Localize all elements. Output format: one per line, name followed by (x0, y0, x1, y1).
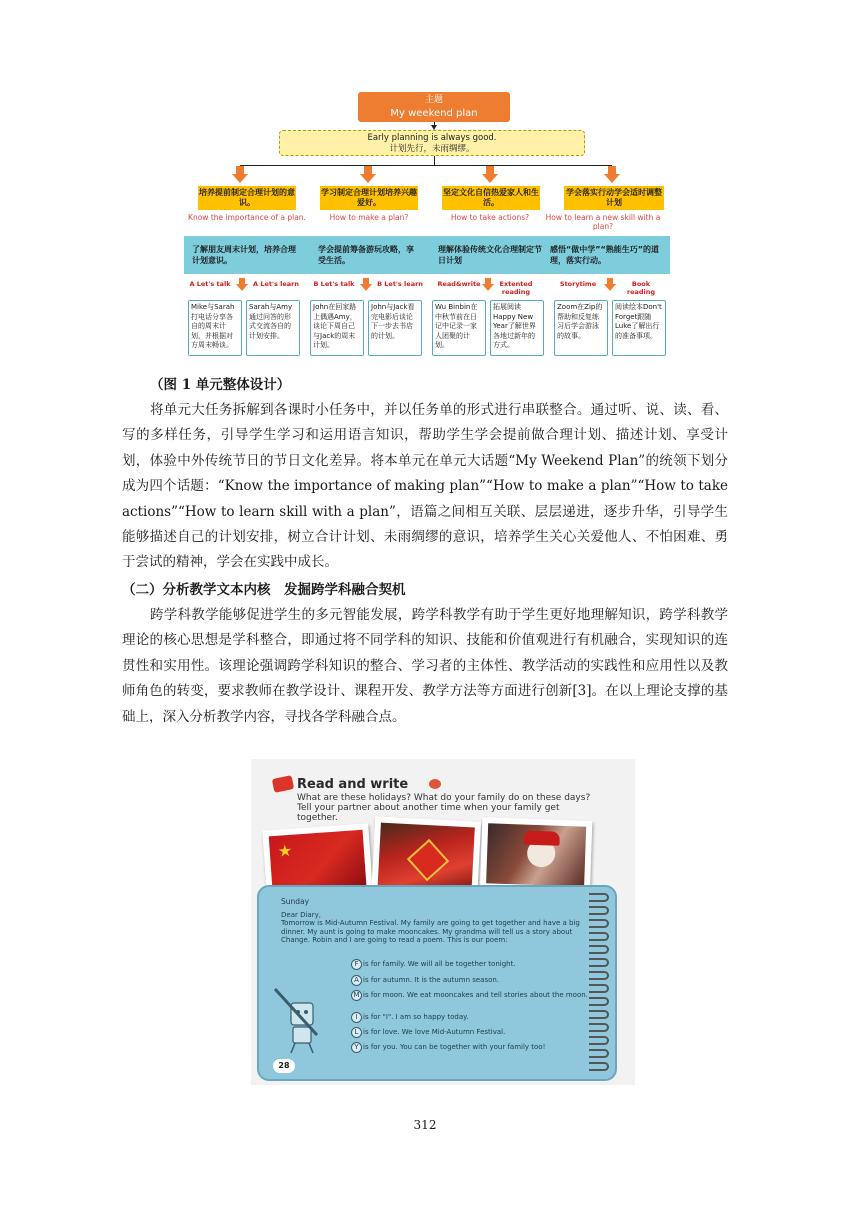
page-number: 312 (413, 1118, 437, 1132)
spiral-ring-icon (589, 932, 609, 941)
task-box: John与Jack看完电影后谈论下一步去书店的计划。 (368, 300, 422, 356)
diary-text: Dear Diary, Tomorrow is Mid-Autumn Festival. My family are going to get together and have a big dinner. My aunt is going to make mooncakes. My grandma will tell us a story about Change. Robin and I are going to read a poem. This is our poem: (281, 911, 580, 944)
slogan-zh: 计划先行，未雨绸缪。 (389, 144, 475, 154)
poem-letter: Y (351, 1042, 362, 1053)
poem-text: is for moon. We eat mooncakes and tell stories about the moon. (363, 991, 588, 999)
lesson-label: A Let's talk (189, 280, 231, 288)
theme-title: My weekend plan (390, 108, 478, 119)
orange-arrow-icon (604, 278, 616, 292)
goal-en: How to take actions? (450, 213, 530, 222)
orange-arrow-icon (236, 278, 248, 292)
lesson-label: Read&write (437, 280, 481, 288)
orange-arrow-icon (482, 166, 498, 184)
orange-arrow-icon (232, 166, 248, 184)
spiral-ring-icon (589, 1036, 609, 1045)
question-text: What are these holidays? What do your family do on these days? Tell your partner about another time when your family get together. (297, 793, 591, 823)
spiral-ring-icon (589, 1049, 609, 1058)
slogan-en: Early planning is always good. (367, 133, 497, 143)
orange-arrow-icon (360, 166, 376, 184)
poem-letter: A (351, 975, 362, 986)
spiral-ring-icon (589, 997, 609, 1006)
task-box: Mike与Sarah打电话分享各自的周末计划，并根据对方周末畅谈。 (188, 300, 242, 356)
robot-pencil-icon (273, 985, 333, 1055)
band-text: 感悟“做中学”“熟能生巧”的道理，落实行动。 (550, 245, 660, 265)
diary-day: Sunday (281, 897, 310, 906)
task-box: John在回家路上偶遇Amy，谈论下周自己与Jack的周末计划。 (310, 300, 364, 356)
orange-arrow-icon (360, 278, 372, 292)
star-icon: ★ (277, 840, 293, 861)
spiral-ring-icon (589, 893, 609, 902)
spiral-ring-icon (589, 958, 609, 967)
poem-letter: L (351, 1027, 362, 1038)
goal-en: Know the importance of a plan. (188, 213, 306, 222)
goal-box: 坚定文化自信热爱家人和生活。 (442, 186, 540, 210)
pen-icon (429, 779, 441, 789)
goal-box: 培养提前制定合理计划的意识。 (198, 186, 296, 210)
theme-box (358, 92, 510, 122)
poem-letter: I (351, 1012, 362, 1023)
task-box: Zoom在Zip的帮助和反复练习后学会游泳的故事。 (554, 300, 608, 356)
goal-box: 学会落实行动学会适时调整计划 (564, 186, 664, 210)
poem-text: is for you. You can be together with your family too! (363, 1043, 546, 1051)
diary-notebook (257, 885, 617, 1081)
body-paragraph: 将单元大任务拆解到各课时小任务中，并以任务单的形式进行串联整合。通过听、说、读、看、写的多样任务，引导学生学习和运用语言知识，帮助学生学会提前做合理计划、描述计划、享受计划，体验中外传统节日的节日文化差异。将本单元在单元大话题“My Weekend Plan”的统领下划分成为四个话题：“Know the importance of making plan”“How to make a plan”“How to take actions”“How to learn skill with a plan”，语篇之间相互关联、层层递进，逐步升华，引导学生能够描述自己的计划安排，树立合计计划、未雨绸缪的意识，培养学生关心关爱他人、不怕困难、勇于尝试的精神，学会在实践中成长。 (122, 402, 728, 571)
section-heading: （二）分析教学文本内核 发掘跨学科融合契机 (122, 582, 406, 598)
section-title: Read and write (297, 777, 409, 792)
poem-line (351, 1042, 601, 1053)
poem-line (351, 990, 601, 1001)
band-text: 了解朋友周末计划，培养合理计划意识。 (192, 245, 296, 265)
fu-decoration-icon (407, 839, 449, 881)
spiral-ring-icon (589, 945, 609, 954)
book-icon (272, 775, 294, 793)
orange-arrow-icon (604, 166, 620, 184)
spiral-ring-icon (589, 906, 609, 915)
band-text: 理解体验传统文化合理制定节日计划 (438, 245, 542, 265)
poem-text: is for love. We love Mid-Autumn Festival. (363, 1028, 506, 1036)
poem-line (351, 1012, 601, 1023)
lesson-label: A Let's learn (253, 280, 299, 288)
spiral-ring-icon (589, 1023, 609, 1032)
goal-en: How to make a plan? (329, 213, 409, 222)
poem-text: is for "I". I am so happy today. (363, 1013, 469, 1021)
textbook-page-number: 28 (273, 1059, 295, 1073)
spiral-ring-icon (589, 1062, 609, 1071)
poem-line (351, 959, 601, 970)
lesson-label: Book reading (626, 280, 656, 296)
poem-letter: F (351, 959, 362, 970)
poem-line (351, 975, 601, 986)
lesson-label: B Let's learn (377, 280, 423, 288)
lesson-label: Extented reading (499, 280, 533, 296)
spiral-ring-icon (589, 1010, 609, 1019)
task-box: 阅读绘本Don't Forget跟随Luke了解出行的准备事项。 (612, 300, 666, 356)
poem-text: is for autumn. It is the autumn season. (363, 976, 500, 984)
band-text: 学会提前筹备游玩攻略，享受生活。 (318, 245, 414, 265)
goal-en: How to learn a new skill with a plan? (545, 213, 661, 231)
slogan-box (279, 130, 585, 156)
poem-line (351, 1027, 601, 1038)
body-paragraph: 跨学科教学能够促进学生的多元智能发展，跨学科教学有助于学生更好地理解知识，跨学科教学理论的核心思想是学科整合，即通过将不同学科的知识、技能和价值观进行有机融合，实现知识的连贯性和实用性。该理论强调跨学科知识的整合、学习者的主体性、教学活动的实践性和应用性以及教师角色的转变，要求教师在教学设计、课程开发、教学方法等方面进行创新[3]。在以上理论支撑的基础上，深入分析教学内容，寻找各学科融合点。 (122, 607, 728, 725)
figure-caption: （图 1 单元整体设计） (150, 377, 291, 393)
santa-hat-icon (523, 831, 559, 846)
task-box: Sarah与Amy通过问答的形式交流各自的计划安排。 (246, 300, 300, 356)
spiral-ring-icon (589, 971, 609, 980)
goal-box: 学习制定合理计划培养兴趣爱好。 (320, 186, 418, 210)
textbook-image (251, 759, 635, 1085)
unit-design-diagram (184, 90, 670, 360)
lesson-label: B Let's talk (313, 280, 355, 288)
orange-arrow-icon (482, 278, 494, 292)
lesson-label: Storytime (559, 280, 597, 288)
task-box: Wu Binbin在中秋节前在日记中记录一家人团聚的计划。 (432, 300, 486, 356)
spiral-ring-icon (589, 984, 609, 993)
connector-line (240, 165, 612, 166)
theme-label: 主题 (424, 95, 443, 105)
poem-text: is for family. We will all be together tonight. (363, 960, 516, 968)
spiral-ring-icon (589, 919, 609, 928)
poem-letter: M (351, 990, 362, 1001)
connector-line (434, 156, 435, 165)
task-box: 拓展阅读Happy New Year了解世界各地过新年的方式。 (490, 300, 544, 356)
